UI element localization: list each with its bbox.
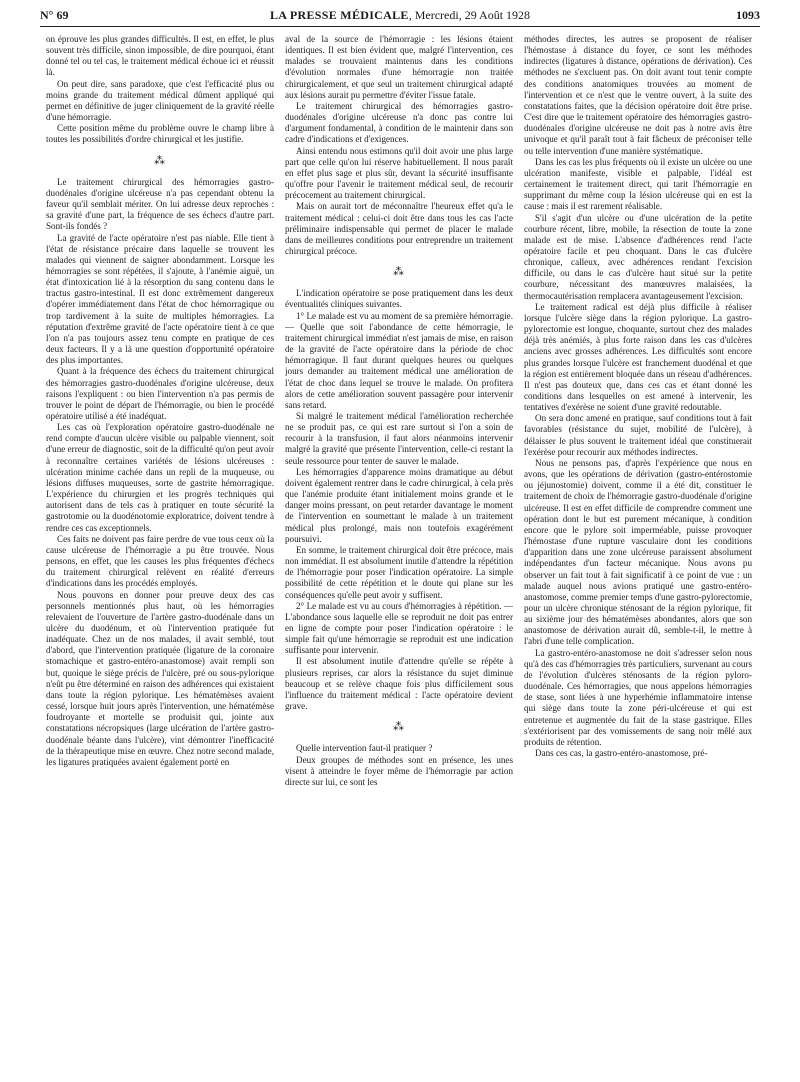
paragraph: 2° Le malade est vu au cours d'hémorragies à répétition. — L'abondance sous laquelle elle se reproduit ne doit pas entrer en ligne de compte pour poser l'indication opératoire : le simple fait qu'une hémorragie se reproduit est une indication suffisante pour intervenir. [285, 600, 513, 656]
paragraph: aval de la source de l'hémorragie : les lésions étaient identiques. Il est bien évident que, malgré l'intervention, ces malades se trouvaient maintenus dans les conditions d'évolution normales d'une hémorragie non traitée chirurgicalement, et que seul un traitement chirurgical adapté aux lésions aurait pu permettre d'éviter l'issue fatale. [285, 34, 513, 100]
issue-date: , Mercredi, 29 Août 1928 [408, 8, 531, 22]
paragraph: Le traitement radical est déjà plus difficile à réaliser lorsque l'ulcère siège dans la région pylorique. La gastro-pylorectomie est longue, choquante, surtout chez des malades déjà très anémiés, à plus forte raison dans les cas d'ulcères anciens avec grosses adhérences. Les difficultés sont encore plus grandes lorsque l'ulcère est franchement duodénal et que la région est entièrement bloquée dans un réseau d'adhérences. Il n'est pas douteux que, dans ces cas et étant donné les conditions dans lesquelles on est amené à intervenir, les tentatives d'exérèse ne soient d'une gravité redoutable. [524, 301, 752, 413]
paragraph: En somme, le traitement chirurgical doit être précoce, mais non immédiat. Il est absolument inutile d'attendre la répétition de l'hémorragie pour poser l'indication opératoire. La simple possibilité de cette répétition et le doute qui plane sur les conséquences qu'elle peut avoir y suffisent. [285, 544, 513, 600]
page-number: 1093 [736, 8, 760, 22]
section-separator: ⁂ [154, 154, 166, 167]
column-3 [524, 34, 752, 1074]
paragraph: On sera donc amené en pratique, sauf conditions tout à fait favorables (résistance du sujet, mobilité de l'ulcère), à délaisser le plus souvent le traitement idéal que constituerait l'exérèse pour recourir aux méthodes indirectes. [524, 413, 752, 457]
paragraph: 1° Le malade est vu au moment de sa première hémorragie. — Quelle que soit l'abondance de cette hémorragie, le traitement chirurgical immédiat n'est jamais de mise, en raison de la gravité de l'acte opératoire dans la période de choc hémorragique. Il faut durant quelques heures ou quelques jours demander au traitement médical une amélioration de l'état de choc dans lequel se trouve le malade. On profitera alors de cette amélioration souvent passagère pour intervenir sans retard. [285, 310, 513, 410]
journal-name: LA PRESSE MÉDICALE [269, 8, 409, 22]
paragraph: Cette position même du problème ouvre le champ libre à toutes les possibilités d'ordre chirurgical et les justifie. [46, 123, 274, 145]
paragraph: Nous pouvons en donner pour preuve deux des cas personnels mentionnés plus haut, où les hémorragies relevaient de l'ouverture de l'artère gastro-duodénale dans un ulcère du duodénum, et où l'intervention pratiquée fut inadéquate. Chez un de nos malades, il avait semblé, tout d'abord, que l'intervention pratiquée (ligature de la coronaire stomachique et gastro-entéro-anastomose) avait rempli son but, quoique le siège précis de l'ulcère, pré ou sous-pylorique n'eût pu être déterminé en raison des adhérences qui existaient dans toute la région pylorique. Les hématémèses avaient cessé, lorsque huit jours après l'intervention, une hématémèse foudroyante et mortelle se produisit qui, jointe aux constatations nécropsiques (large ulcération de l'artère gastro-duodénale béante dans l'ulcère), vint démontrer l'inefficacité de la thérapeutique mise en œuvre. Chez notre second malade, les ligatures pratiquées avaient également porté en [46, 589, 274, 767]
paragraph: On peut dire, sans paradoxe, que c'est l'efficacité plus ou moins grande du traitement médical dûment appliqué qui permet en définitive de juger cliniquement de la gravité réelle d'une hémorragie. [46, 78, 274, 123]
paragraph: Le traitement chirurgical des hémorragies gastro-duodénales d'origine ulcéreuse n'a donc pas contre lui d'argument fondamental, à condition de le maintenir dans son cadre d'indications et d'exigences. [285, 100, 513, 145]
paragraph: Les cas où l'exploration opératoire gastro-duodénale ne rend compte d'aucun ulcère visible ou palpable viennent, soit d'une erreur de diagnostic, soit de la difficulté qu'on peut avoir à reconnaître certaines variétés de lésions ulcéreuses : ulcération minime cachée dans un repli de la muqueuse, ou lésions diffuses muqueuses, sorte de gastrite hémorragique. L'expérience du chirurgien et les progrès techniques qui autorisent dans de tels cas à pratiquer en toute sécurité la gastrotomie ou la duodénotomie exploratrice, doivent tendre à rendre ces cas exceptionnels. [46, 422, 274, 533]
paragraph: La gastro-entéro-anastomose ne doit s'adresser selon nous qu'à des cas d'hémorragies très particuliers, survenant au cours de l'évolution d'ulcères sténosants de la région pyloro-duodénale. Ces hémorragies, que nous appelons hémorragies de stase, sont liées à une hyperhémie inflammatoire intense qui siège dans toute la zone péri-ulcéreuse et qui est entretenue et augmentée du fait de la stase gastrique. Elles s'extériorisent par des vomissements de sang noir mêlé aux produits de rétention. [524, 647, 752, 747]
paragraph: Deux groupes de méthodes sont en présence, les unes visent à atteindre le foyer même de l'hémorragie par action directe sur lui, ce sont les [285, 754, 513, 787]
paragraph: Quant à la fréquence des échecs du traitement chirurgical des hémorragies gastro-duodénales d'origine ulcéreuse, deux raisons l'expliquent : ou bien l'intervention n'a pas permis de trouver le point de départ de l'hémorragie, ou bien le procédé opératoire utilisé a été inadéquat. [46, 366, 274, 421]
paragraph: Dans les cas les plus fréquents où il existe un ulcère ou une ulcération manifeste, visible et palpable, l'idéal est certainement le traitement direct, qui tarit l'hémorragie en supprimant du même coup la lésion ulcéreuse qui en est la cause : mais il est rarement réalisable. [524, 156, 752, 212]
paragraph: on éprouve les plus grandes difficultés. Il est, en effet, le plus souvent très difficile, sinon impossible, de dire pourquoi, étant donné tel ou tel cas, le traitement médical échoue ici et réussit là. [46, 34, 274, 78]
section-separator: ⁂ [393, 721, 405, 734]
paragraph: La gravité de l'acte opératoire n'est pas niable. Elle tient à l'état de résistance précaire dans laquelle se trouvent les malades qui viennent de saigner abondamment. Lorsque les hémorragies se sont répétées, il s'ajoute, à l'anémie aiguë, un état d'intoxication lié à la résorption du sang contenu dans le tractus gastro-intestinal. Il est donc extrêmement dangereux d'opérer immédiatement dans l'état de choc hémorragique ou trop tardivement à la suite de multiples hémorragies. La réputation d'extrême gravité de l'acte opératoire tient à ce que l'on n'a pas toujours assez tenu compte en pratique de ces deux facteurs. Il y a là une question d'opportunité opératoire des plus importantes. [46, 232, 274, 366]
column-2 [285, 34, 513, 1074]
running-title [40, 8, 760, 23]
paragraph: Mais on aurait tort de méconnaître l'heureux effet qu'a le traitement médical : celui-ci doit être dans tous les cas l'acte préliminaire indispensable qui permet de placer le malade dans de meilleures conditions pour entreprendre un traitement chirurgical précoce. [285, 201, 513, 256]
paragraph: L'indication opératoire se pose pratiquement dans les deux éventualités cliniques suivantes. [285, 288, 513, 310]
paragraph: Si malgré le traitement médical l'amélioration recherchée ne se produit pas, ce qui est rare surtout si l'on a soin de recourir à la transfusion, il faut alors néanmoins intervenir malgré la gravité que présente l'intervention, celle-ci restant la seule ressource pour tenter de sauver le malade. [285, 411, 513, 466]
header-rule [40, 26, 760, 27]
issue-number: N° 69 [40, 8, 69, 22]
paragraph: Les hémorragies d'apparence moins dramatique au début doivent également rentrer dans le cadre chirurgical, à cela près que l'anémie produite étant initialement moins grande et le danger moins pressant, on peut retarder davantage le moment de l'intervention en soumettant le malade à un traitement médical plus prolongé, mais non toutefois exagérément poursuivi. [285, 466, 513, 544]
paragraph: Ainsi entendu nous estimons qu'il doit avoir une plus large part que celle qu'on lui réserve habituellement. Il nous paraît en effet plus sage et plus sûr, devant la sécurité insuffisante qu'offre pour l'avenir le traitement médical seul, de recourir précocement au traitement chirurgical. [285, 145, 513, 201]
section-separator: ⁂ [393, 266, 405, 279]
paragraph: Le traitement chirurgical des hémorragies gastro-duodénales d'origine ulcéreuse n'a pas cependant obtenu la faveur qu'il semblait mériter. On lui adresse deux reproches : sa gravité d'une part, la fréquence de ses échecs d'autre part. Sont-ils fondés ? [46, 176, 274, 232]
paragraph: méthodes directes, les autres se proposent de réaliser l'hémostase à distance du foyer, ce sont les méthodes indirectes (ligatures à distance, opérations de dérivation). Ces méthodes ne s'excluent pas. On doit avant tout tenir compte des conditions anatomiques trouvées au moment de l'intervention et ce n'est que le ventre ouvert, à la suite des constatations faites, que la décision opératoire doit être prise. C'est dire que le traitement opératoire des hémorragies gastro-duodénales d'origine ulcéreuse ne doit pas à notre avis être univoque et qu'il paraît tout à fait fâcheux de préconiser telle ou telle intervention d'une manière systématique. [524, 34, 752, 156]
paragraph: Ces faits ne doivent pas faire perdre de vue tous ceux où la cause ulcéreuse de l'hémorragie a pu être trouvée. Nous pensons, en effet, que les causes les plus fréquentes d'échecs du traitement chirurgical relèvent en réalité d'erreurs d'indications dans les procédés employés. [46, 533, 274, 589]
paragraph: Nous ne pensons pas, d'après l'expérience que nous en avons, que les opérations de dérivation (gastro-entérostomie ou jéjunostomie) doivent, comme il a été dit, constituer le traitement de choix de l'hémorragie gastro-duodénale d'origine ulcéreuse. Il est en effet difficile de comprendre comment une opération dont le but est purement mécanique, à condition encore que le pylore soit imperméable, puisse provoquer l'hémostase d'une rupture vasculaire dont les conditions d'apparition dans une zone ulcéreuse paraissent absolument indépendantes d'un facteur mécanique. Nous avons pu observer un fait tout à fait significatif à ce point de vue : un malade auquel nous avions pratiqué une gastro-entéro-anastomose, comme premier temps d'une gastro-pylorectomie, pour un ulcère chronique sténosant de la région pylorique, fit au sixième jour des hématémèses abondantes, alors que son anastomose de dérivation aurait dû, semble-t-il, le mettre à l'abri d'une telle complication. [524, 457, 752, 647]
paragraph: S'il s'agit d'un ulcère ou d'une ulcération de la petite courbure récent, libre, mobile, la résection de toute la zone malade est de mise. L'absence d'adhérences rend l'acte opératoire facile et peu choquant. Dans le cas d'ulcère chronique, calleux, avec adhérences rendant l'excision difficile, ou dans le cas d'ulcère haut situé sur la petite courbure, nécessitant des manœuvres malaisées, la thermocautérisation remplacera avantageusement l'excision. [524, 212, 752, 301]
paragraph: Il est absolument inutile d'attendre qu'elle se répète à plusieurs reprises, car alors la résistance du sujet diminue beaucoup et se relève chaque fois plus difficilement sous l'influence du traitement médical : l'acte opératoire devient grave. [285, 656, 513, 712]
paragraph: Quelle intervention faut-il pratiquer ? [296, 743, 433, 754]
column-1 [46, 34, 274, 1074]
paragraph: Dans ces cas, la gastro-entéro-anastomose, pré- [535, 748, 708, 758]
page-header [40, 6, 760, 28]
